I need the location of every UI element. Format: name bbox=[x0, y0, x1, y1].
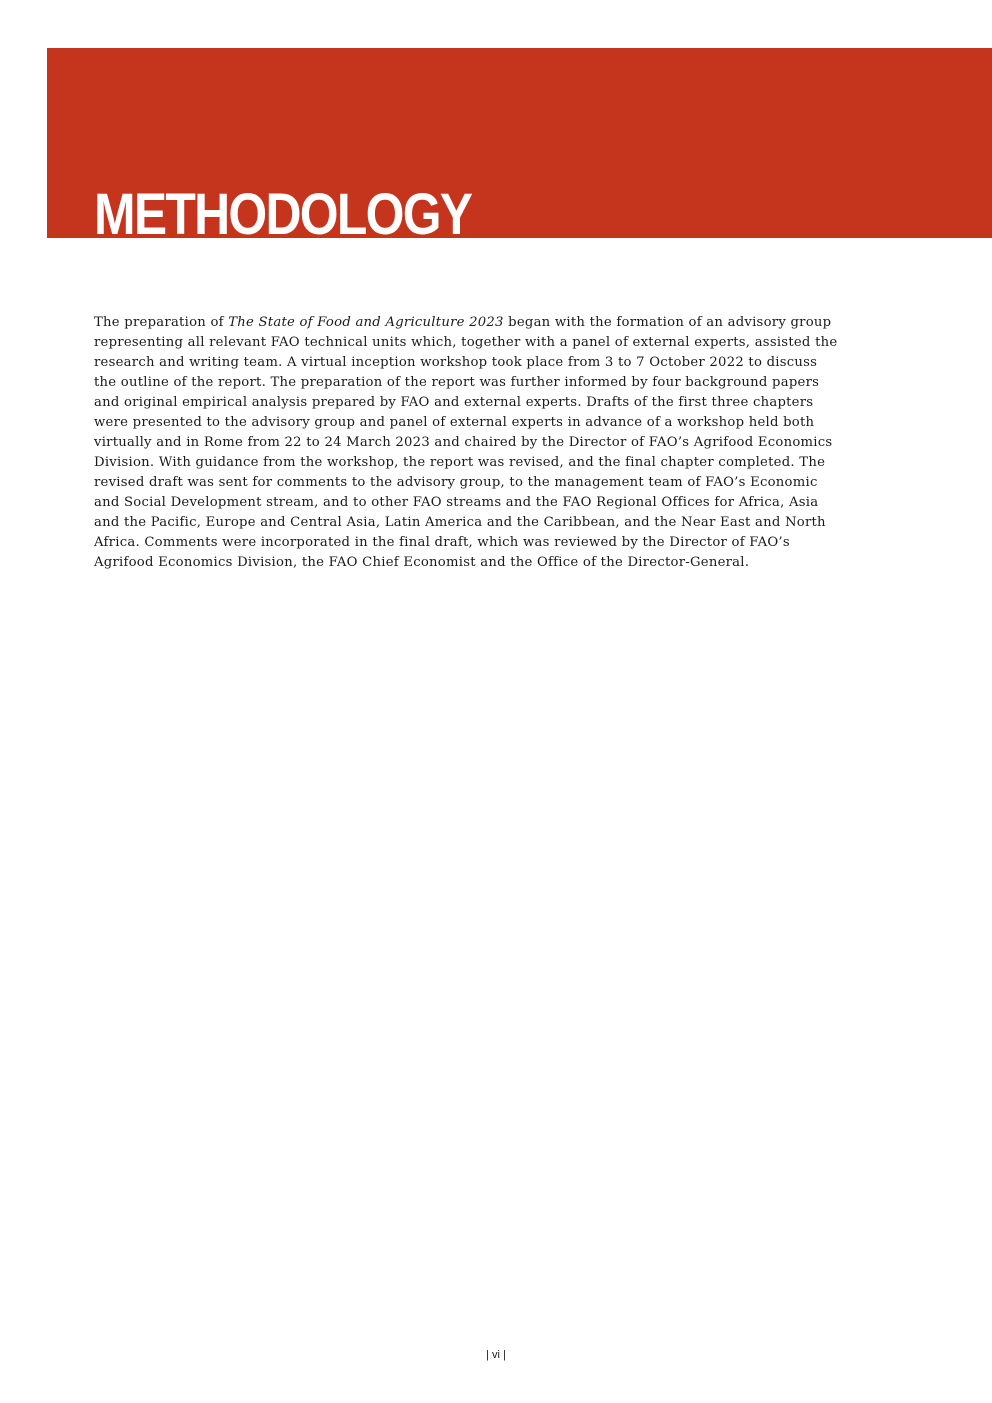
body-line: research and writing team. A virtual inception workshop took place from 3 to 7 October 2022 to discuss bbox=[94, 355, 818, 370]
page-number: | vi | bbox=[486, 1349, 506, 1361]
body-line: were presented to the advisory group and panel of external experts in advance of a workshop held both bbox=[94, 415, 815, 430]
body-line: Agrifood Economics Division, the FAO Chief Economist and the Office of the Director-General. bbox=[94, 555, 750, 570]
body-line bbox=[94, 313, 894, 333]
body-line-start: The preparation of bbox=[94, 315, 229, 330]
body-line: and original empirical analysis prepared by FAO and external experts. Drafts of the first three chapters bbox=[94, 395, 814, 410]
page-title: METHODOLOGY bbox=[94, 182, 472, 247]
body-line: and Social Development stream, and to other FAO streams and the FAO Regional Offices for Africa, Asia bbox=[94, 495, 819, 510]
body-paragraph bbox=[94, 313, 894, 573]
body-line: Africa. Comments were incorporated in the final draft, which was reviewed by the Director of FAO’s bbox=[94, 535, 790, 550]
report-title-italic: The State of Food and Agriculture 2023 bbox=[228, 315, 504, 330]
body-line: Division. With guidance from the workshop, the report was revised, and the final chapter completed. The bbox=[94, 455, 826, 470]
body-line: virtually and in Rome from 22 to 24 March 2023 and chaired by the Director of FAO’s Agrifood Economics bbox=[94, 435, 833, 450]
body-line: and the Pacific, Europe and Central Asia, Latin America and the Caribbean, and the Near East and North bbox=[94, 515, 826, 530]
body-line: revised draft was sent for comments to the advisory group, to the management team of FAO’s Economic bbox=[94, 475, 818, 490]
body-line: representing all relevant FAO technical units which, together with a panel of external experts, assisted the bbox=[94, 335, 838, 350]
body-line-end: began with the formation of an advisory group bbox=[503, 315, 832, 330]
body-line: the outline of the report. The preparation of the report was further informed by four background papers bbox=[94, 375, 820, 390]
